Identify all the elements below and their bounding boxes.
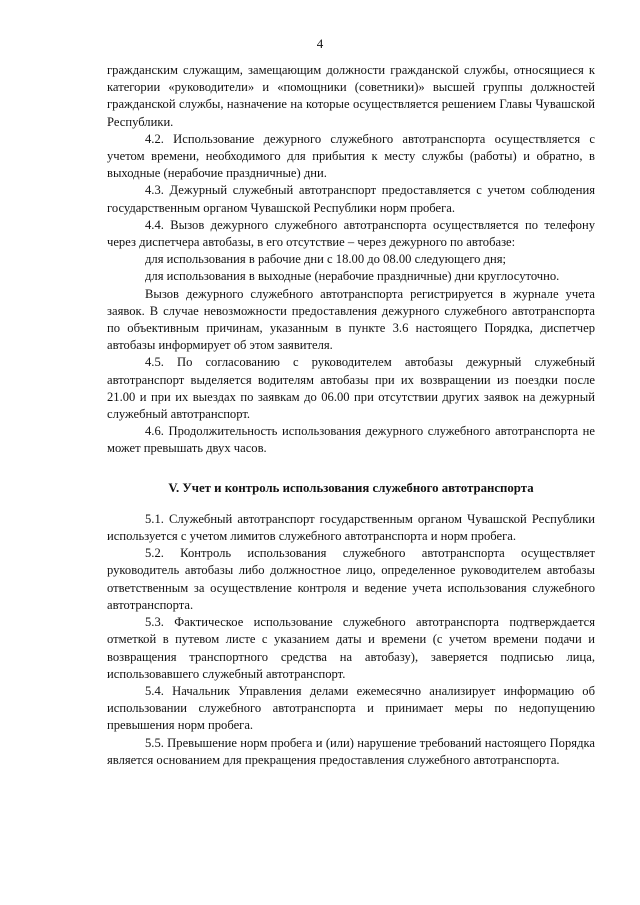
document-body bbox=[107, 62, 595, 769]
paragraph: 5.2. Контроль использования служебного автотранспорта осуществляет руководитель автобазы либо должностное лицо, определенное руководителем автобазы ответственным за осуществление контроля и ведение учета использования служебного автотранспорта. bbox=[107, 546, 595, 612]
paragraph: 4.4. Вызов дежурного служебного автотранспорта осуществляется по телефону через диспетчера автобазы, в его отсутствие – через дежурного по автобазе: bbox=[107, 217, 595, 250]
paragraph: 5.5. Превышение норм пробега и (или) нарушение требований настоящего Порядка является основанием для прекращения предоставления служебного автотранспорта. bbox=[107, 735, 595, 767]
paragraph: 4.5. По согласованию с руководителем автобазы дежурный служебный автотранспорт выделяется водителям автобазы при их возвращении из поездки после 21.00 и при их выездах по заявкам до 06.00 при отсутствии других заявок на дежурный служебный автотранспорт. bbox=[107, 355, 595, 422]
section-iv-continuation bbox=[107, 62, 595, 458]
paragraph: гражданским служащим, замещающим должности гражданской службы, относящиеся к категории «руководители» и «помощники (советники)» высшей группы должностей гражданской службы, назначение на которые осуществляется решением Главы Чувашской Республики. bbox=[107, 63, 595, 129]
section-v-heading: V. Учет и контроль использования служебного автотранспорта bbox=[168, 480, 534, 495]
paragraph: 4.2. Использование дежурного служебного автотранспорта осуществляется с учетом времени, необходимого для прибытия к месту службы (работы) и обратно, в выходные (нерабочие праздничные) дни. bbox=[107, 131, 595, 181]
section-v-body bbox=[107, 511, 595, 769]
paragraph: для использования в рабочие дни с 18.00 до 08.00 следующего дня; bbox=[145, 252, 507, 267]
paragraph: 4.3. Дежурный служебный автотранспорт предоставляется с учетом соблюдения государственным органом Чувашской Республики норм пробега. bbox=[107, 183, 595, 215]
paragraph: 5.3. Фактическое использование служебного автотранспорта подтверждается отметкой в путевом листе с указанием даты и времени (с учетом времени подачи и возвращения транспортного средства на автобазу), заверяется подписью лица, использовавшего служебный автотранспорт. bbox=[107, 615, 595, 681]
paragraph: 5.4. Начальник Управления делами ежемесячно анализирует информацию об использовании служебного автотранспорта и принимает меры по недопущению превышения норм пробега. bbox=[107, 683, 595, 733]
page-number: 4 bbox=[316, 36, 324, 51]
paragraph: Вызов дежурного служебного автотранспорта регистрируется в журнале учета заявок. В случае невозможности предоставления дежурного служебного автотранспорта по объективным причинам, указанным в пункте 3.6 настоящего Порядка, диспетчер автобазы информирует об этом заявителя. bbox=[107, 286, 595, 353]
paragraph: 5.1. Служебный автотранспорт государственным органом Чувашской Республики используется с учетом лимитов служебного автотранспорта и норм пробега. bbox=[107, 511, 595, 544]
paragraph: для использования в выходные (нерабочие праздничные) дни круглосуточно. bbox=[145, 269, 560, 284]
paragraph: 4.6. Продолжительность использования дежурного служебного автотранспорта не может превышать двух часов. bbox=[107, 424, 595, 456]
